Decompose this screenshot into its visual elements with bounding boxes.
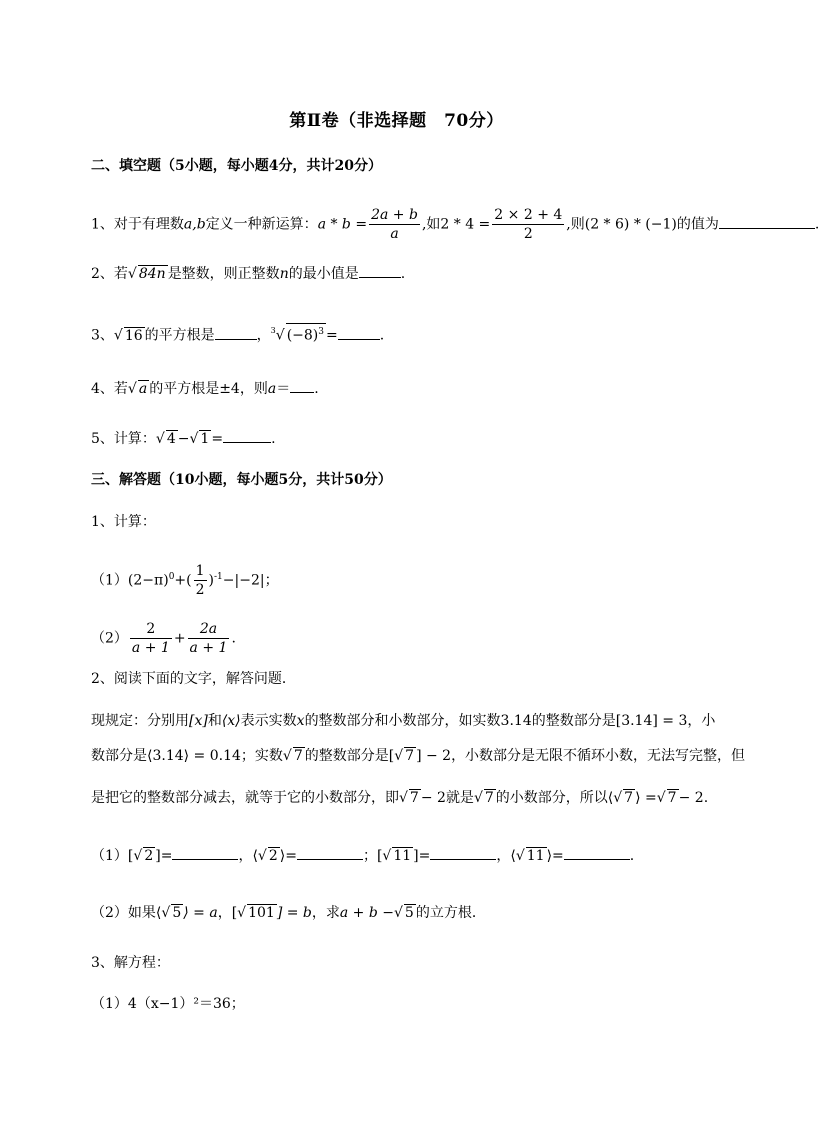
section-heading-solve: 三、解答题（10小题，每小题5分，共计50分） (91, 472, 392, 488)
question-3-2-title: 2、阅读下面的文字，解答问题． (91, 671, 296, 687)
question-number: 3、 (91, 327, 114, 344)
question-2-1: 1、对于有理数a,b定义一种新运算：a * b = $\frac{2a + b}{a}$ ,如2 * 4 = $\frac{2 \times 2 + 4}{2}$ ,则(2 * 6) * (−1)的值为 . (91, 207, 819, 242)
answer-blank[interactable] (172, 847, 238, 860)
math-vars: a,b (183, 216, 206, 233)
section-heading-fill-in: 二、填空题（5小题，每小题4分，共计20分） (91, 158, 382, 174)
question-3-2-part2: （2）如果⟨√ 5 ⟩ = a，[√ 101 ] = b，求a + b −√ 5 的立方根． (91, 905, 486, 921)
sqrt-radicand: a (138, 381, 148, 397)
question-text: 的值为 (676, 216, 719, 233)
question-text: 若 (113, 266, 128, 282)
sqrt-radicand: 4 (166, 431, 176, 447)
answer-blank[interactable] (359, 265, 401, 278)
answer-blank[interactable] (430, 847, 496, 860)
question-text: 若 (113, 381, 128, 397)
question-2-2: 2、若√ 84n 是整数，则正整数n的最小值是 . (91, 266, 406, 282)
page-title: 第Ⅱ卷（非选择题 70分） (289, 111, 504, 131)
math-var: a (267, 381, 277, 397)
answer-blank[interactable] (564, 847, 630, 860)
math-expression: (2 * 6) * (−1) (584, 216, 677, 233)
fraction: $\frac{1}{2}$ (195, 563, 205, 598)
fraction: $\frac{2a + b}{a}$ (371, 207, 418, 242)
answer-blank[interactable] (338, 327, 380, 340)
question-text: 的最小值是 (288, 266, 359, 282)
math-var: n (279, 266, 289, 282)
answer-blank[interactable] (719, 216, 815, 229)
answer-blank[interactable] (223, 430, 271, 443)
math-expression: ,如2 * 4 = (421, 216, 491, 233)
question-text: 的平方根是 (144, 327, 215, 344)
question-text: 定义一种新运算： (205, 216, 318, 233)
fraction: $\frac{2 \times 2 + 4}{2}$ (494, 207, 563, 242)
sqrt-radicand: 84n (138, 266, 166, 282)
question-2-3: 3、√ 16 的平方根是 ，$^3$√ $(-8)^3$ = . (91, 323, 384, 346)
question-3-3-title: 3、解方程： (91, 955, 170, 971)
question-3-2-line3: 是把它的整数部分减去，就等于它的小数部分，即√ 7 − 2就是√ 7 的小数部分，所以⟨√ 7 ⟩ =√ 7 − 2. (91, 790, 709, 806)
question-text: 的平方根是±4，则 (149, 381, 268, 397)
question-2-4: 4、若√ a 的平方根是±4，则a＝ . (91, 381, 319, 397)
question-3-1-part2: （2） $\frac{2}{a + 1}$ + $\frac{2a}{a + 1}$ . (91, 621, 236, 656)
sqrt-radicand: 16 (124, 327, 143, 344)
question-number: 2、 (91, 266, 114, 282)
question-3-2-line2: 数部分是⟨3.14⟩ = 0.14；实数√ 7 的整数部分是[√ 7 ] − 2，小数部分是无限不循环小数，无法写完整，但 (91, 748, 746, 764)
sqrt-radicand: 1 (200, 431, 210, 447)
question-3-2-part1: （1）[√ 2 ]= ，⟨√ 2 ⟩= ；[√ 11 ]= ，⟨√ 11 ⟩= . (91, 848, 635, 864)
question-text: 对于有理数 (113, 216, 184, 233)
question-text: ,则 (566, 216, 585, 233)
question-number: 5、 (91, 431, 114, 447)
question-2-5: 5、计算：√ 4 −√ 1 = . (91, 431, 276, 447)
math-expression: a * b = (317, 216, 368, 233)
question-number: 4、 (91, 381, 114, 397)
fraction: $\frac{2a}{a + 1}$ (189, 621, 228, 656)
question-3-3-part1: （1）4（x−1）²＝36； (91, 996, 245, 1012)
root-index: 3 (270, 326, 276, 335)
question-number: 1、 (91, 216, 114, 233)
question-3-1-title: 1、计算： (91, 514, 156, 530)
answer-blank[interactable] (290, 380, 314, 393)
question-text: 是整数，则正整数 (167, 266, 280, 282)
answer-blank[interactable] (215, 327, 257, 340)
question-3-1-part1: $(1)(2-\pi)^0+$( $\frac{1}{2}$ )$^{-1}$−|−2|； (91, 563, 279, 598)
cbrt-radicand: $(-8)^3$ (286, 323, 326, 344)
question-3-2-line1: 现规定：分别用[x]和⟨x⟩表示实数x的整数部分和小数部分，如实数3.14的整数部分是[3.14] = 3，小 (91, 713, 716, 729)
question-text: 计算： (113, 431, 156, 447)
answer-blank[interactable] (297, 847, 363, 860)
fraction: $\frac{2}{a + 1}$ (131, 621, 170, 656)
